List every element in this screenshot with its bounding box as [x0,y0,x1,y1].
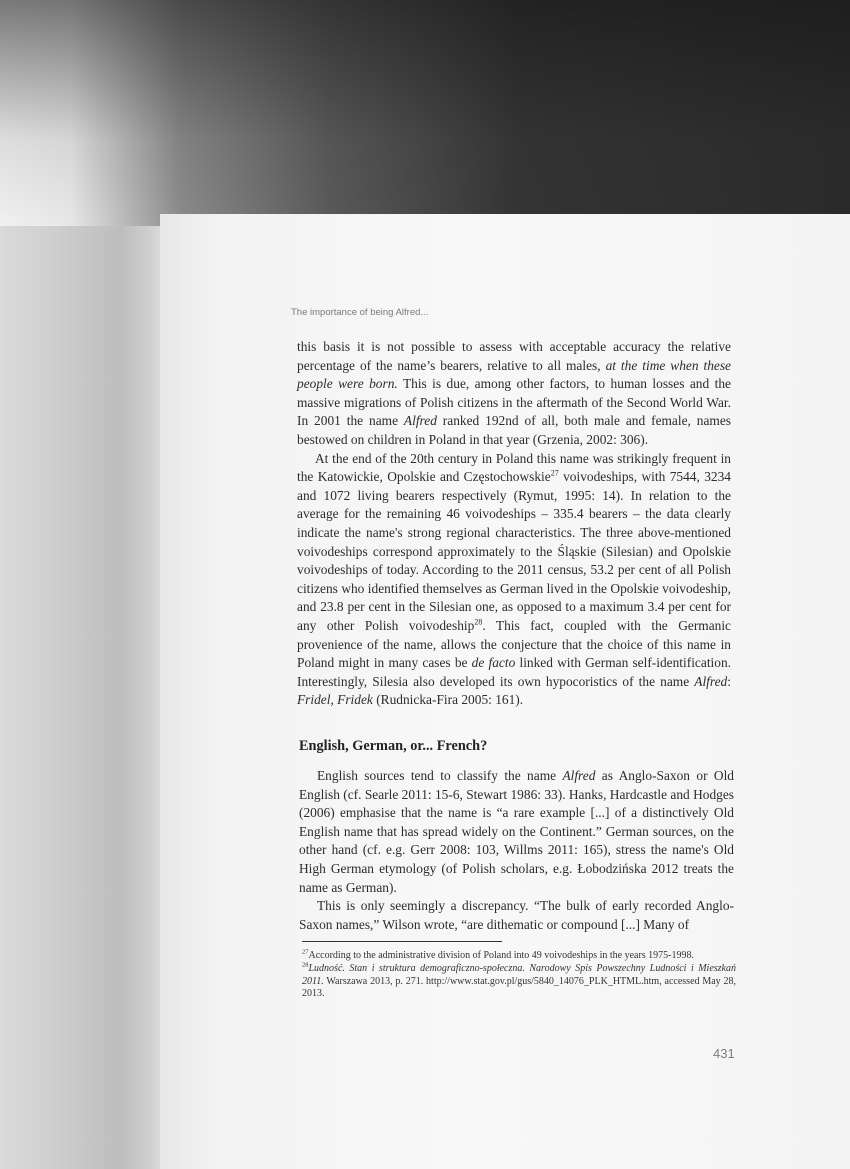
body-text-lower [299,767,734,934]
paragraph-2: At the end of the 20th century in Poland this name was strikingly frequent in the Katowickie, Opolskie and Częstochowskie$^{27}$ voivodeships, with 7544, 3234 and 1072 living bearers respectively (Rymut, 1995: 14). In relation to the average for the remaining 46 voivodeships – 335.4 bearers – the data clearly indicate the name's strong regional characteristics. The three above-mentioned voivodeships correspond approximately to the Śląskie (Silesian) and Opolskie voivodeships of today. According to the 2011 census, 53.2 per cent of all Polish citizens who identified themselves as German lived in the Opolskie voivodeship, and 23.8 per cent in the Silesian one, as opposed to a maximum 3.4 per cent for any other Polish voivodeship$^{28}$. This fact, coupled with the Germanic provenience of the name, allows the conjecture that the choice of this name in Poland might in many cases be de facto linked with German self-identification. Interestingly, Silesia also developed its own hypocoristics of the name Alfred: Fridel, Fridek (Rudnicka-Fira 2005: 161). [297,450,731,708]
paragraph-4: This is only seemingly a discrepancy. “The bulk of early recorded Anglo-Saxon names,” Wilson wrote, “are dithematic or compound [...] Many of [299,898,734,932]
page-number: 431 [713,1046,735,1061]
footnotes [302,950,736,1001]
book-spine-shadow [0,226,175,1169]
running-head: The importance of being Alfred... [291,307,429,318]
footnote-27: $^{27}$According to the administrative division of Poland into 49 voivodeships in the years 1975-1998. [302,948,695,961]
footnote-rule [302,941,502,942]
body-text-upper [297,338,731,710]
footnote-ref-28: 28 [474,617,483,627]
paragraph-1: this basis it is not possible to assess with acceptable accuracy the relative percentage of the name’s bearers, relative to all males, at the time when these people were born. This is due, among other factors, to human losses and the massive migrations of Polish citizens in the aftermath of the Second World War. In 2001 the name Alfred ranked 192nd of all, both male and female, names bestowed on children in Poland in that year (Grzenia, 2002: 306). [297,339,731,447]
paragraph-3: English sources tend to classify the name Alfred as Anglo-Saxon or Old English (cf. Searle 2011: 15-6, Stewart 1986: 33). Hanks, Hardcastle and Hodges (2006) emphasise that the name is “a rare example [...] of a distinctively Old English name that has spread widely on the Continent.” German sources, on the other hand (cf. e.g. Gerr 2008: 103, Willms 2011: 165), stress the name's Old High German etymology (of Polish scholars, e.g. Łobodzińska 2012 treats the name as German). [299,768,734,895]
footnote-28: $^{28}$Ludność. Stan i struktura demograficzno-społeczna. Narodowy Spis Powszechny Ludności i Mieszkań 2011. Warszawa 2013, p. 271. http://www.stat.gov.pl/gus/5840_14076_PLK_HTML.htm, accessed May 28, 2013. [302,961,736,1000]
section-heading: English, German, or... French? [299,738,488,754]
scanner-shadow [0,0,850,232]
footnote-ref-27: 27 [550,468,559,478]
